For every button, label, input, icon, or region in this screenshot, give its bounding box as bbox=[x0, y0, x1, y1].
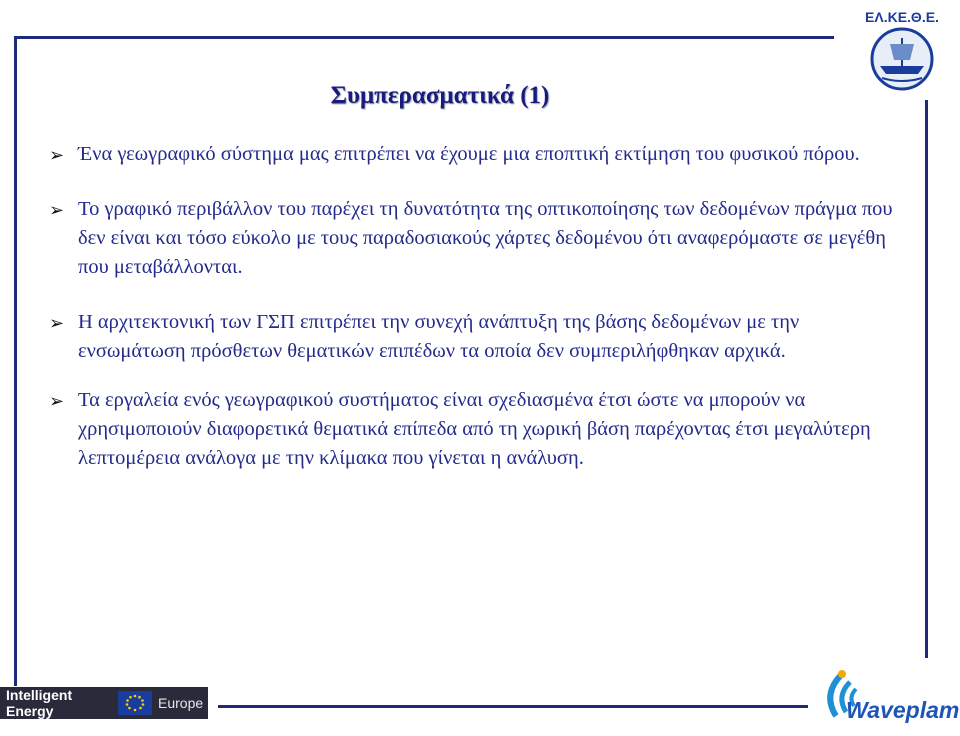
bullet-arrow-icon: ➢ bbox=[49, 200, 65, 220]
bullet-arrow-icon: ➢ bbox=[49, 391, 65, 411]
waveplam-text: Waveplam bbox=[846, 697, 960, 723]
intelligent-energy-text: Intelligent Energy bbox=[6, 687, 73, 719]
bullet-text: Η αρχιτεκτονική των ΓΣΠ επιτρέπει την συνεχή ανάπτυξη της βάσης δεδομένων με την ενσωμάτωση πρόσθετων θεματικών επιπέδων τα οποία δεν συμπεριλήφθηκαν αρχικά. bbox=[78, 311, 800, 362]
bullet-text: Τα εργαλεία ενός γεωγραφικού συστήματος είναι σχεδιασμένα έτσι ώστε να μπορούν να χρησιμοποιούν διαφορετικά θεματικά επίπεδα από τη χωρική βάση παρέχοντας έτσι μεγαλύτερη λεπτομέρεια ανάλογα με την κλίμακα που γίνεται η ανάλυση. bbox=[78, 389, 871, 469]
bullet-arrow-icon: ➢ bbox=[49, 145, 65, 165]
bullet-arrow-icon: ➢ bbox=[49, 313, 65, 333]
slide-title: Συμπερασματικά (1) bbox=[330, 82, 550, 109]
bullet-item bbox=[45, 195, 905, 282]
waveplam-logo bbox=[818, 664, 958, 734]
intelligent-energy-logo bbox=[0, 687, 208, 719]
slide-frame-bottom bbox=[218, 705, 808, 708]
slide-frame-top bbox=[14, 36, 834, 39]
bullet-list bbox=[45, 140, 905, 493]
eu-flag-icon bbox=[118, 691, 152, 715]
elke-logo-text: ΕΛ.ΚΕ.Θ.Ε. bbox=[865, 9, 939, 25]
slide-frame-left bbox=[14, 36, 17, 686]
bullet-item bbox=[45, 140, 905, 169]
bullet-text: Ένα γεωγραφικό σύστημα μας επιτρέπει να έχουμε μια εποπτική εκτίμηση του φυσικού πόρου. bbox=[78, 143, 860, 165]
slide-frame-right bbox=[925, 100, 928, 658]
elke-logo bbox=[852, 4, 952, 94]
bullet-text: Το γραφικό περιβάλλον του παρέχει τη δυνατότητα της οπτικοποίησης των δεδομένων πράγμα που δεν είναι και τόσο εύκολο με τους παραδοσιακούς χάρτες δεδομένου ότι αναφερόμαστε σε μεγέθη που μεταβάλλονται. bbox=[78, 198, 893, 278]
bullet-item bbox=[45, 386, 905, 473]
bullet-item bbox=[45, 308, 905, 366]
europe-text: Europe bbox=[158, 695, 204, 711]
